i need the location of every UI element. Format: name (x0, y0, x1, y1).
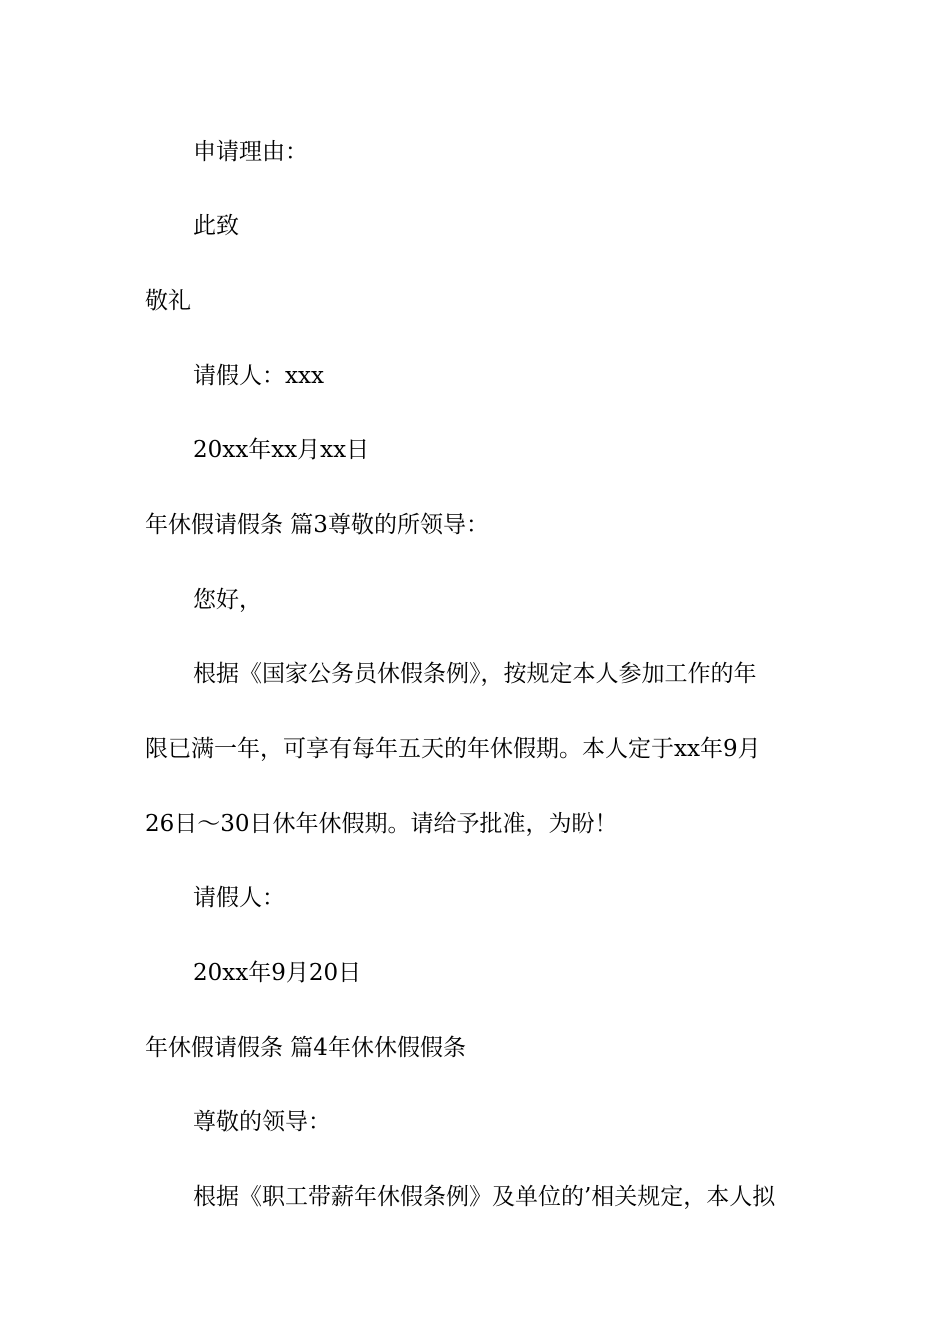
applicant-line-2: 请假人： (193, 885, 285, 911)
body-paragraph-line-3: 26日～30日休年休假期。请给予批准，为盼！ (145, 811, 618, 837)
respect-line: 敬礼 (145, 288, 191, 314)
salutation-line: 尊敬的领导： (193, 1109, 331, 1135)
section-heading-3: 年休假请假条 篇3尊敬的所领导： (145, 512, 489, 538)
greeting-line: 您好， (193, 587, 262, 613)
reason-label: 申请理由： (193, 139, 308, 165)
body-paragraph-line-2: 限已满一年，可享有每年五天的年休假期。本人定于xx年9月 (145, 736, 761, 762)
date-line: 20xx年xx月xx日 (193, 437, 370, 463)
section-heading-4: 年休假请假条 篇4年休休假假条 (145, 1035, 466, 1061)
date-line-2: 20xx年9月20日 (193, 960, 362, 986)
body-paragraph-line-1: 根据《国家公务员休假条例》，按规定本人参加工作的年 (193, 661, 757, 687)
applicant-line: 请假人：xxx (193, 363, 324, 389)
closing-salutation: 此致 (193, 213, 239, 239)
body-paragraph-line-4: 根据《职工带薪年休假条例》及单位的’相关规定，本人拟 (193, 1184, 776, 1210)
